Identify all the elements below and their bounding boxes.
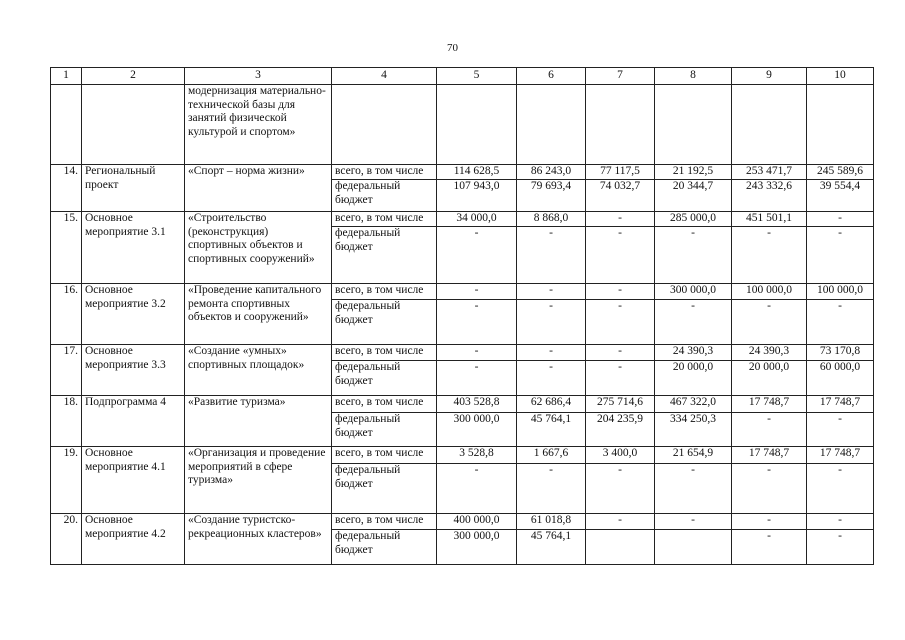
federal-value: - bbox=[437, 464, 517, 514]
total-value: - bbox=[437, 284, 517, 300]
total-value: 400 000,0 bbox=[437, 514, 517, 530]
total-value: 17 748,7 bbox=[732, 447, 807, 464]
total-value: 253 471,7 bbox=[732, 165, 807, 180]
header-cell: 4 bbox=[332, 68, 437, 85]
federal-value: 60 000,0 bbox=[807, 361, 874, 396]
federal-value: - bbox=[437, 227, 517, 284]
table-row bbox=[51, 212, 874, 227]
item-name: «Организация и проведение мероприятий в сфере туризма» bbox=[185, 447, 332, 514]
page-number: 70 bbox=[447, 42, 458, 54]
total-value: - bbox=[586, 284, 655, 300]
federal-value: - bbox=[517, 361, 586, 396]
empty-cell bbox=[51, 85, 82, 165]
row-number: 19. bbox=[51, 447, 82, 514]
item-name: «Спорт – норма жизни» bbox=[185, 165, 332, 212]
total-value: - bbox=[732, 514, 807, 530]
total-value: 3 400,0 bbox=[586, 447, 655, 464]
federal-value: 20 000,0 bbox=[732, 361, 807, 396]
federal-value: - bbox=[807, 227, 874, 284]
header-cell: 6 bbox=[517, 68, 586, 85]
empty-cell bbox=[732, 85, 807, 165]
item-name-cell: модернизация материально-технической базы для занятий физической культурой и спортом» bbox=[185, 85, 332, 165]
federal-value: 39 554,4 bbox=[807, 180, 874, 212]
total-value: 17 748,7 bbox=[807, 396, 874, 413]
total-label: всего, в том числе bbox=[332, 514, 437, 530]
total-value: - bbox=[807, 212, 874, 227]
total-value: 100 000,0 bbox=[807, 284, 874, 300]
continuation-row bbox=[51, 85, 874, 165]
federal-value: - bbox=[655, 464, 732, 514]
federal-value: 79 693,4 bbox=[517, 180, 586, 212]
total-value: 86 243,0 bbox=[517, 165, 586, 180]
federal-value: 45 764,1 bbox=[517, 530, 586, 565]
federal-value: 334 250,3 bbox=[655, 413, 732, 447]
total-value: 34 000,0 bbox=[437, 212, 517, 227]
federal-value: - bbox=[655, 300, 732, 345]
federal-value: - bbox=[437, 300, 517, 345]
row-number: 15. bbox=[51, 212, 82, 284]
empty-cell bbox=[807, 85, 874, 165]
federal-label: федеральный бюджет bbox=[332, 300, 437, 345]
item-name: «Создание «умных» спортивных площадок» bbox=[185, 345, 332, 396]
total-value: 451 501,1 bbox=[732, 212, 807, 227]
total-value: 114 628,5 bbox=[437, 165, 517, 180]
total-value: 24 390,3 bbox=[655, 345, 732, 361]
total-value: - bbox=[807, 514, 874, 530]
item-name: «Развитие туризма» bbox=[185, 396, 332, 447]
empty-cell bbox=[517, 85, 586, 165]
total-value: 300 000,0 bbox=[655, 284, 732, 300]
total-value: 24 390,3 bbox=[732, 345, 807, 361]
federal-label: федеральный бюджет bbox=[332, 180, 437, 212]
federal-value: - bbox=[655, 227, 732, 284]
item-type: Подпрограмма 4 bbox=[82, 396, 185, 447]
total-value: - bbox=[586, 345, 655, 361]
total-label: всего, в том числе bbox=[332, 284, 437, 300]
header-cell: 5 bbox=[437, 68, 517, 85]
total-label: всего, в том числе bbox=[332, 165, 437, 180]
header-row bbox=[51, 68, 874, 85]
federal-value: 45 764,1 bbox=[517, 413, 586, 447]
federal-value: 300 000,0 bbox=[437, 530, 517, 565]
item-type: Основное мероприятие 4.2 bbox=[82, 514, 185, 565]
total-value: 8 868,0 bbox=[517, 212, 586, 227]
header-cell: 7 bbox=[586, 68, 655, 85]
federal-value: 243 332,6 bbox=[732, 180, 807, 212]
empty-cell bbox=[655, 85, 732, 165]
row-number: 17. bbox=[51, 345, 82, 396]
total-value: - bbox=[517, 345, 586, 361]
header-cell: 9 bbox=[732, 68, 807, 85]
federal-value bbox=[586, 530, 655, 565]
table-row bbox=[51, 514, 874, 530]
total-value: - bbox=[437, 345, 517, 361]
item-type: Региональный проект bbox=[82, 165, 185, 212]
total-value: 21 192,5 bbox=[655, 165, 732, 180]
item-name: «Строительство (реконструкция) спортивных объектов и спортивных сооружений» bbox=[185, 212, 332, 284]
total-value: 61 018,8 bbox=[517, 514, 586, 530]
total-label: всего, в том числе bbox=[332, 396, 437, 413]
empty-cell bbox=[586, 85, 655, 165]
federal-label: федеральный бюджет bbox=[332, 464, 437, 514]
total-value: 467 322,0 bbox=[655, 396, 732, 413]
row-number: 18. bbox=[51, 396, 82, 447]
federal-value: - bbox=[732, 464, 807, 514]
federal-value: - bbox=[586, 464, 655, 514]
item-type: Основное мероприятие 3.2 bbox=[82, 284, 185, 345]
federal-value: - bbox=[586, 300, 655, 345]
item-type: Основное мероприятие 3.3 bbox=[82, 345, 185, 396]
total-value: 100 000,0 bbox=[732, 284, 807, 300]
total-value: 17 748,7 bbox=[807, 447, 874, 464]
federal-value: - bbox=[732, 227, 807, 284]
total-value: 275 714,6 bbox=[586, 396, 655, 413]
row-number: 16. bbox=[51, 284, 82, 345]
row-number: 14. bbox=[51, 165, 82, 212]
table-row bbox=[51, 345, 874, 361]
table-row bbox=[51, 447, 874, 464]
item-type: Основное мероприятие 3.1 bbox=[82, 212, 185, 284]
federal-label: федеральный бюджет bbox=[332, 530, 437, 565]
federal-value: 20 344,7 bbox=[655, 180, 732, 212]
federal-value: - bbox=[517, 227, 586, 284]
header-cell: 8 bbox=[655, 68, 732, 85]
table-row bbox=[51, 284, 874, 300]
federal-value: - bbox=[517, 300, 586, 345]
total-value: - bbox=[655, 514, 732, 530]
total-value: 62 686,4 bbox=[517, 396, 586, 413]
total-value: 17 748,7 bbox=[732, 396, 807, 413]
header-cell: 10 bbox=[807, 68, 874, 85]
federal-value: - bbox=[586, 361, 655, 396]
total-value: 73 170,8 bbox=[807, 345, 874, 361]
federal-value: - bbox=[517, 464, 586, 514]
empty-cell bbox=[82, 85, 185, 165]
total-label: всего, в том числе bbox=[332, 345, 437, 361]
federal-value: - bbox=[586, 227, 655, 284]
federal-value: 107 943,0 bbox=[437, 180, 517, 212]
federal-value: - bbox=[732, 530, 807, 565]
federal-value: - bbox=[807, 464, 874, 514]
table-row bbox=[51, 165, 874, 180]
federal-value: 300 000,0 bbox=[437, 413, 517, 447]
total-value: 21 654,9 bbox=[655, 447, 732, 464]
header-cell: 2 bbox=[82, 68, 185, 85]
federal-value: 204 235,9 bbox=[586, 413, 655, 447]
item-name: «Проведение капитального ремонта спортивных объектов и сооружений» bbox=[185, 284, 332, 345]
federal-value: - bbox=[807, 300, 874, 345]
empty-cell bbox=[437, 85, 517, 165]
federal-label: федеральный бюджет bbox=[332, 227, 437, 284]
item-name: «Создание туристско-рекреационных кластеров» bbox=[185, 514, 332, 565]
federal-value: - bbox=[732, 413, 807, 447]
total-value: 1 667,6 bbox=[517, 447, 586, 464]
total-value: 3 528,8 bbox=[437, 447, 517, 464]
federal-value: 74 032,7 bbox=[586, 180, 655, 212]
federal-label: федеральный бюджет bbox=[332, 413, 437, 447]
table-row bbox=[51, 396, 874, 413]
federal-label: федеральный бюджет bbox=[332, 361, 437, 396]
federal-value: - bbox=[437, 361, 517, 396]
header-cell: 1 bbox=[51, 68, 82, 85]
budget-table bbox=[50, 67, 874, 565]
total-label: всего, в том числе bbox=[332, 447, 437, 464]
federal-value bbox=[655, 530, 732, 565]
empty-cell bbox=[332, 85, 437, 165]
total-value: 285 000,0 bbox=[655, 212, 732, 227]
total-value: 77 117,5 bbox=[586, 165, 655, 180]
federal-value: - bbox=[807, 530, 874, 565]
item-type: Основное мероприятие 4.1 bbox=[82, 447, 185, 514]
row-number: 20. bbox=[51, 514, 82, 565]
header-cell: 3 bbox=[185, 68, 332, 85]
total-label: всего, в том числе bbox=[332, 212, 437, 227]
total-value: - bbox=[586, 212, 655, 227]
total-value: - bbox=[586, 514, 655, 530]
federal-value: - bbox=[732, 300, 807, 345]
total-value: 403 528,8 bbox=[437, 396, 517, 413]
federal-value: 20 000,0 bbox=[655, 361, 732, 396]
federal-value: - bbox=[807, 413, 874, 447]
total-value: 245 589,6 bbox=[807, 165, 874, 180]
total-value: - bbox=[517, 284, 586, 300]
